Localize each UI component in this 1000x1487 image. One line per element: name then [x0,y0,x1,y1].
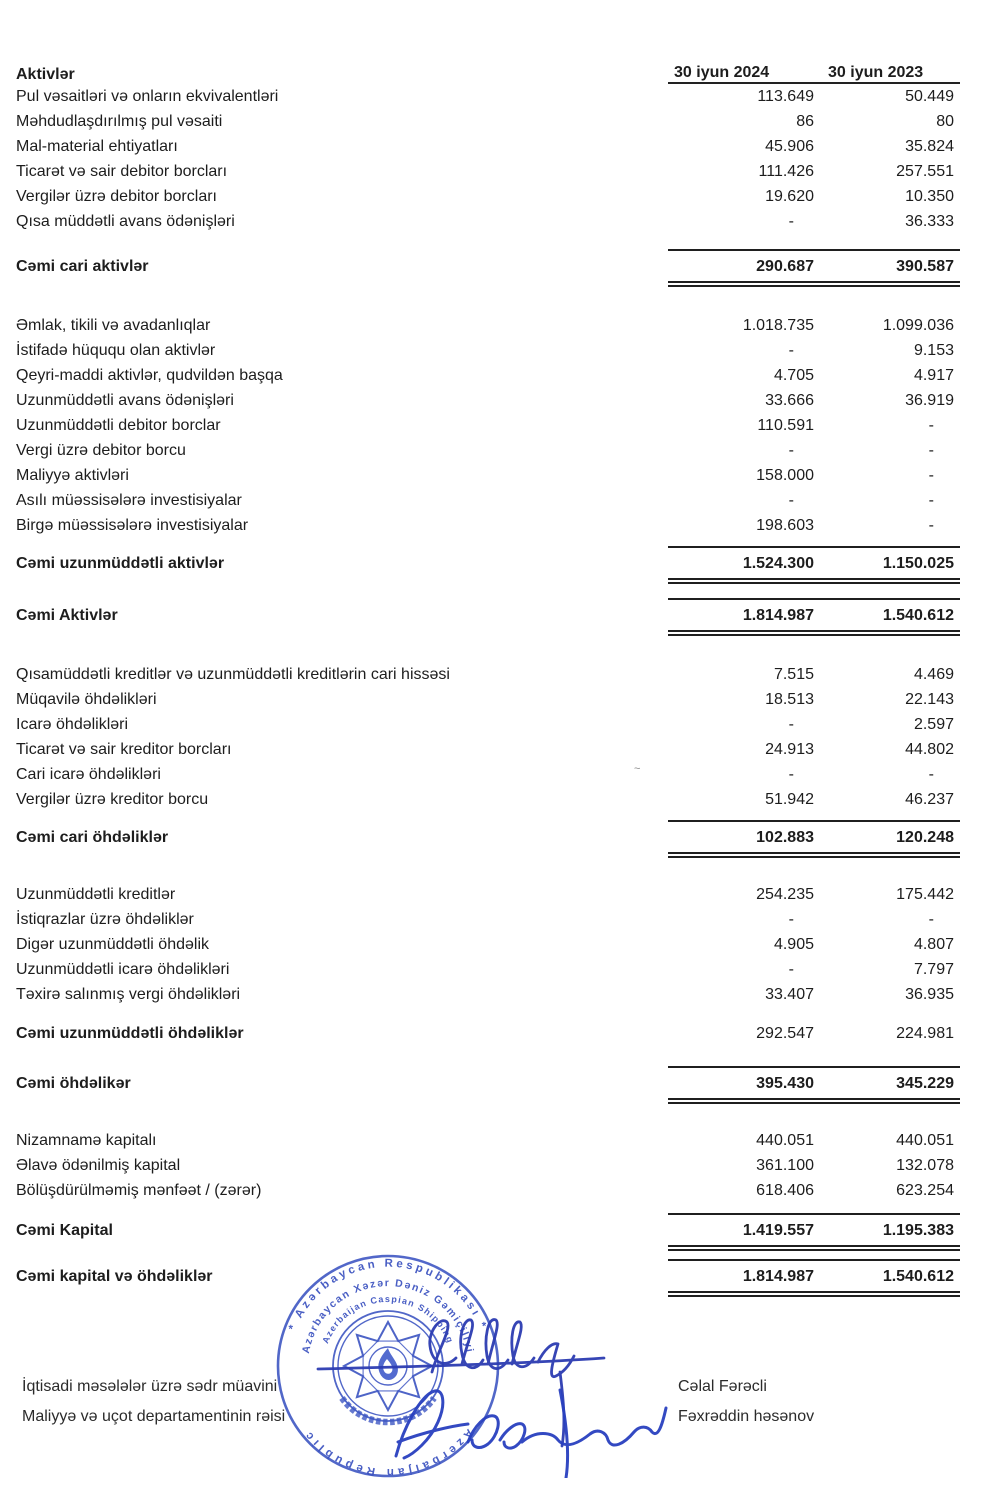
row-label: Uzunmüddətli debitor borclar [16,417,221,434]
row-label: Nizamnamə kapitalı [16,1132,157,1149]
table-row [16,907,960,932]
row-values [668,134,960,159]
row-label: Pul vəsaitləri və onların ekvivalentləri [16,88,279,105]
value-2024: - [788,716,794,733]
row-label: Asılı müəssisələrə investisiyalar [16,492,242,509]
row-values [668,598,960,636]
value-2023: 4.807 [913,936,954,953]
total-row [16,249,960,287]
row-label: Cari icarə öhdəlikləri [16,766,161,783]
row-values [668,932,960,957]
header-date-columns [668,64,960,84]
balance-table-body [16,84,960,1297]
value-2024: 198.603 [756,517,814,534]
table-row [16,134,960,159]
value-2023: 120.248 [896,829,954,846]
table-row [16,413,960,438]
stamp-text-republic-en: Azerbaijan Republic [300,1426,476,1479]
value-2023: 9.153 [913,342,954,359]
value-2024: 18.513 [765,691,814,708]
table-row [16,363,960,388]
value-2024: - [788,442,794,459]
total-row [16,598,960,636]
row-label: Qeyri-maddi aktivlər, qudvildən başqa [16,367,283,384]
row-label: Ticarət və sair kreditor borcları [16,741,232,758]
row-label: Qısa müddətli avans ödənişləri [16,213,235,230]
value-2024: 1.814.987 [742,1268,814,1285]
row-values [668,662,960,687]
row-label: İstifadə hüququ olan aktivlər [16,342,216,359]
value-2024: 4.705 [773,367,814,384]
row-values [668,109,960,134]
row-values [668,84,960,109]
table-row [16,687,960,712]
row-label: Vergi üzrə debitor borcu [16,442,186,459]
table-row [16,84,960,109]
footer-name-1: Cəlal Fərəcli [678,1378,767,1395]
row-label: Ticarət və sair debitor borcları [16,163,228,180]
table-row [16,1128,960,1153]
row-values [668,882,960,907]
table-row [16,159,960,184]
value-2024: 440.051 [756,1132,814,1149]
stamp-text-company-az: Azərbaycan Xəzər Dəniz Gəmiçiliyi [300,1277,476,1355]
table-row [16,662,960,687]
row-label: Vergilər üzrə debitor borcları [16,188,217,205]
value-2024: 102.883 [756,829,814,846]
table-row [16,932,960,957]
table-row [16,313,960,338]
value-2024: - [788,492,794,509]
balance-sheet-table [16,58,960,1297]
value-2024: 1.018.735 [742,317,814,334]
row-values [668,438,960,463]
table-row [16,1178,960,1203]
table-row [16,488,960,513]
row-label: Vergilər üzrə kreditor borcu [16,791,209,808]
row-label: Qısamüddətli kreditlər və uzunmüddətli kreditlərin cari hissəsi [16,666,450,683]
total-row [16,1213,960,1251]
table-row [16,712,960,737]
row-values [668,546,960,584]
section-non-current-assets [16,313,960,584]
row-values [668,1128,960,1153]
row-label: Əmlak, tikili və avadanlıqlar [16,317,211,334]
section-equity [16,1128,960,1251]
table-row [16,184,960,209]
value-2024: 111.426 [758,163,814,180]
value-2023: - [928,911,934,928]
row-label: Cəmi cari öhdəliklər [16,829,169,846]
value-2024: - [788,961,794,978]
value-2023: 36.333 [905,213,954,230]
value-2023: - [928,467,934,484]
table-row [16,513,960,538]
value-2024: 24.913 [765,741,814,758]
value-2023: 390.587 [896,258,954,275]
row-values [668,787,960,812]
value-2023: 1.195.383 [882,1222,954,1239]
table-row [16,338,960,363]
row-label: Cəmi Aktivlər [16,607,118,624]
value-2023: 35.824 [905,138,954,155]
row-values [668,1153,960,1178]
row-label: Mal-material ehtiyatları [16,138,178,155]
table-header [16,58,960,84]
row-label: İstiqrazlar üzrə öhdəliklər [16,911,194,928]
row-values [668,907,960,932]
row-label: Cəmi Kapital [16,1222,113,1239]
value-2023: 1.150.025 [882,555,954,572]
value-2023: 46.237 [905,791,954,808]
table-row [16,957,960,982]
stamp-text-republic-az: * Azərbaycan Respublikası * [286,1257,490,1333]
footer-name-2: Fəxrəddin həsənov [678,1408,815,1425]
value-2023: 4.469 [913,666,954,683]
value-2023: 7.797 [913,961,954,978]
row-values [668,463,960,488]
signature-1 [318,1320,604,1446]
row-label: Cəmi kapital və öhdəliklər [16,1268,213,1285]
table-row [16,388,960,413]
header-col-2024: 30 iyun 2024 [674,64,770,81]
value-2023: 623.254 [896,1182,954,1199]
header-assets-label: Aktivlər [16,66,75,83]
value-2023: 50.449 [905,88,954,105]
value-2023: 36.935 [905,986,954,1003]
value-2023: 10.350 [905,188,954,205]
row-values [668,209,960,234]
value-2024: 110.591 [757,417,814,434]
value-2024: 45.906 [765,138,814,155]
value-2024: 4.905 [773,936,814,953]
table-row [16,109,960,134]
value-2023: 257.551 [896,163,954,180]
value-2024: 19.620 [765,188,814,205]
value-2024: 1.814.987 [742,607,814,624]
row-values [668,313,960,338]
total-row [16,1021,960,1046]
row-values [668,687,960,712]
table-row [16,982,960,1007]
value-2023: 224.981 [896,1025,954,1042]
section-current-liabilities [16,662,960,858]
footer-role-2: Maliyyə və uçot departamentinin rəisi [22,1408,286,1425]
row-label: Birgə müəssisələrə investisiyalar [16,517,249,534]
value-2023: 175.442 [896,886,954,903]
value-2023: - [928,417,934,434]
value-2024: - [788,213,794,230]
value-2024: - [788,766,794,783]
value-2023: 1.099.036 [882,317,954,334]
row-values [668,820,960,858]
row-label: Cəmi uzunmüddətli öhdəliklər [16,1025,244,1042]
total-row [16,546,960,584]
value-2024: 7.515 [773,666,814,683]
value-2023: 2.597 [913,716,954,733]
row-values [668,737,960,762]
header-col-2023: 30 iyun 2023 [828,64,924,81]
section-current-assets [16,84,960,287]
row-label: Digər uzunmüddətli öhdəlik [16,936,209,953]
value-2023: 1.540.612 [882,1268,954,1285]
signature-2 [396,1390,666,1478]
table-row [16,209,960,234]
row-values [668,249,960,287]
value-2024: 361.100 [756,1157,814,1174]
row-label: Cəmi uzunmüddətli aktivlər [16,555,225,572]
value-2023: - [928,442,934,459]
section-total-liabilities [16,1066,960,1104]
row-label: Məhdudlaşdırılmış pul vəsaiti [16,113,223,130]
section-non-current-liabilities [16,882,960,1046]
row-values [668,159,960,184]
row-label: Cəmi cari aktivlər [16,258,149,275]
row-values [668,1213,960,1251]
value-2024: 86 [796,113,814,130]
row-values [668,1066,960,1104]
table-row [16,737,960,762]
value-2024: 254.235 [756,886,814,903]
row-values [668,712,960,737]
row-label: Uzunmüddətli avans ödənişləri [16,392,234,409]
row-values [668,488,960,513]
row-values [668,338,960,363]
value-2023: 4.917 [913,367,954,384]
row-values [668,1178,960,1203]
value-2023: 1.540.612 [882,607,954,624]
table-row [16,438,960,463]
row-label: Müqavilə öhdəlikləri [16,691,157,708]
value-2023: 36.919 [905,392,954,409]
value-2024: 51.942 [765,791,814,808]
row-values [668,957,960,982]
row-values [668,1259,960,1297]
value-2024: 292.547 [756,1025,814,1042]
row-values [668,762,960,787]
value-2023: - [928,492,934,509]
value-2023: 80 [936,113,954,130]
value-2023: 440.051 [896,1132,954,1149]
row-values [668,413,960,438]
row-label: Uzunmüddətli icarə öhdəlikləri [16,961,230,978]
row-label: Uzunmüddətli kreditlər [16,886,176,903]
value-2023: - [928,517,934,534]
value-2024: 113.649 [757,88,814,105]
value-2024: 33.666 [765,392,814,409]
scan-artifact: ~ [634,763,641,775]
value-2024: 618.406 [756,1182,814,1199]
table-row [16,463,960,488]
row-label: Icarə öhdəlikləri [16,716,129,733]
row-label: Təxirə salınmış vergi öhdəlikləri [16,986,241,1003]
row-label: Cəmi öhdəlikər [16,1075,131,1092]
footer-role-1: İqtisadi məsələlər üzrə sədr müavini [22,1378,278,1395]
value-2023: 345.229 [896,1075,954,1092]
row-values [668,513,960,538]
table-row [16,1153,960,1178]
section-total-assets [16,598,960,636]
value-2024: 33.407 [765,986,814,1003]
total-row [16,1066,960,1104]
row-label: Bölüşdürülməmiş mənfəət / (zərər) [16,1182,262,1199]
value-2024: 395.430 [756,1075,814,1092]
row-label: Maliyyə aktivləri [16,467,129,484]
value-2023: 132.078 [896,1157,954,1174]
value-2024: 1.524.300 [742,555,814,572]
total-row [16,820,960,858]
row-values [668,184,960,209]
value-2023: 22.143 [905,691,954,708]
row-values [668,982,960,1007]
value-2024: 1.419.557 [742,1222,814,1239]
value-2024: 290.687 [756,258,814,275]
table-row [16,787,960,812]
value-2023: - [928,766,934,783]
table-row [16,882,960,907]
row-values [668,1021,960,1046]
row-label: Əlavə ödənilmiş kapital [16,1157,181,1174]
value-2024: 158.000 [756,467,814,484]
stamp-text-company-en: Azerbaijan Caspian Shipping [320,1293,456,1345]
row-values [668,388,960,413]
value-2024: - [788,342,794,359]
table-row [16,762,960,787]
value-2023: 44.802 [905,741,954,758]
row-values [668,363,960,388]
value-2024: - [788,911,794,928]
